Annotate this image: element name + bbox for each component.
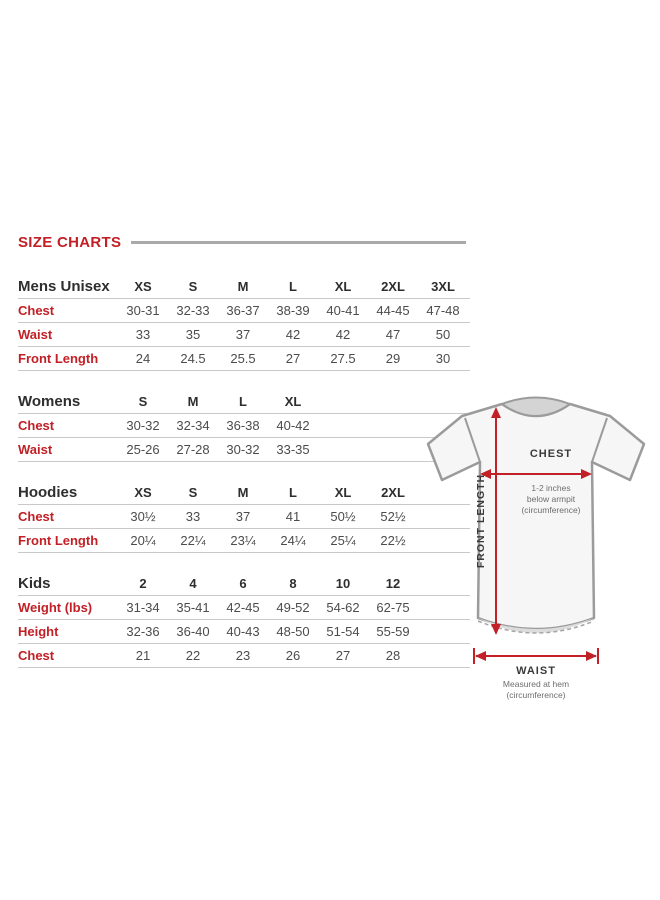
column-header: 10 (335, 575, 351, 591)
tshirt-outline (428, 404, 644, 629)
table-row (18, 414, 470, 438)
size-value: 29 (385, 351, 401, 366)
size-value: 22½ (380, 533, 406, 548)
size-value: 30½ (130, 509, 156, 524)
size-value: 44-45 (376, 303, 410, 318)
column-header: M (187, 393, 199, 409)
table-row (18, 438, 470, 462)
size-value: 24¼ (280, 533, 306, 548)
size-value: 33 (135, 327, 151, 342)
table-header-row (18, 480, 470, 505)
size-value: 27.5 (330, 351, 356, 366)
size-value: 36-40 (176, 624, 210, 639)
size-value: 48-50 (276, 624, 310, 639)
size-value: 20¼ (130, 533, 156, 548)
page-title: SIZE CHARTS (18, 234, 122, 251)
row-label: Waist (18, 327, 53, 342)
waist-note: Measured at hem (circumference) (502, 679, 570, 701)
column-header: 2 (139, 575, 147, 591)
size-value: 50½ (330, 509, 356, 524)
table-header-row (18, 571, 470, 596)
size-value: 36-37 (226, 303, 260, 318)
size-value: 37 (235, 327, 251, 342)
size-value: 21 (135, 648, 151, 663)
size-table-kids (18, 571, 470, 668)
size-value: 47 (385, 327, 401, 342)
table-row (18, 347, 470, 371)
column-header: 2XL (381, 278, 405, 294)
table-title: Kids (18, 574, 51, 592)
size-value: 54-62 (326, 600, 360, 615)
size-value: 23 (235, 648, 251, 663)
size-value: 31-34 (126, 600, 160, 615)
column-header: XL (334, 278, 352, 294)
size-value: 25.5 (230, 351, 256, 366)
size-value: 24 (135, 351, 151, 366)
size-value: 27 (285, 351, 301, 366)
size-value: 28 (385, 648, 401, 663)
column-header: M (237, 278, 249, 294)
page-header (18, 234, 466, 251)
column-header: XL (334, 484, 352, 500)
size-value: 55-59 (376, 624, 410, 639)
column-header: L (239, 393, 247, 409)
row-label: Chest (18, 648, 55, 663)
column-header: S (188, 484, 198, 500)
column-header: 12 (385, 575, 401, 591)
row-label: Chest (18, 303, 55, 318)
size-value: 38-39 (276, 303, 310, 318)
size-value: 40-42 (276, 418, 310, 433)
size-value: 42 (335, 327, 351, 342)
size-value: 30-32 (126, 418, 160, 433)
size-value: 27 (335, 648, 351, 663)
column-header: L (289, 484, 297, 500)
column-header: S (138, 393, 148, 409)
column-header: 4 (189, 575, 197, 591)
size-value: 40-43 (226, 624, 260, 639)
size-value: 51-54 (326, 624, 360, 639)
row-label: Front Length (18, 533, 99, 548)
tshirt-graphic (416, 388, 656, 700)
size-value: 42 (285, 327, 301, 342)
size-value: 49-52 (276, 600, 310, 615)
chest-label: CHEST (529, 448, 573, 460)
column-header: XS (134, 278, 152, 294)
table-row (18, 299, 470, 323)
size-value: 50 (435, 327, 451, 342)
row-label: Height (18, 624, 59, 639)
size-value: 23¼ (230, 533, 256, 548)
table-row (18, 644, 470, 668)
column-header: XS (134, 484, 152, 500)
size-value: 41 (285, 509, 301, 524)
chest-note: 1-2 inches below armpit (circumference) (521, 483, 581, 516)
size-tables (18, 274, 470, 686)
size-value: 32-33 (176, 303, 210, 318)
column-header: 2XL (381, 484, 405, 500)
row-label: Front Length (18, 351, 99, 366)
title-divider (131, 241, 466, 244)
waist-arrow (474, 648, 598, 664)
waist-label: WAIST (516, 665, 556, 677)
table-header-row (18, 389, 470, 414)
size-value: 25-26 (126, 442, 160, 457)
size-value: 26 (285, 648, 301, 663)
column-header: L (289, 278, 297, 294)
size-value: 35-41 (176, 600, 210, 615)
table-row (18, 323, 470, 347)
size-value: 47-48 (426, 303, 460, 318)
size-value: 33-35 (276, 442, 310, 457)
table-header-row (18, 274, 470, 299)
table-row (18, 505, 470, 529)
size-value: 22 (185, 648, 201, 663)
front-length-label: FRONT LENGTH (475, 473, 487, 569)
tshirt-measurement-diagram (416, 388, 656, 700)
size-value: 22¼ (180, 533, 206, 548)
row-label: Chest (18, 418, 55, 433)
column-header: M (237, 484, 249, 500)
size-value: 40-41 (326, 303, 360, 318)
column-header: XL (284, 393, 302, 409)
table-row (18, 596, 470, 620)
size-value: 36-38 (226, 418, 260, 433)
column-header: 3XL (431, 278, 455, 294)
size-value: 32-34 (176, 418, 210, 433)
size-value: 62-75 (376, 600, 410, 615)
size-value: 32-36 (126, 624, 160, 639)
size-value: 52½ (380, 509, 406, 524)
size-value: 25¼ (330, 533, 356, 548)
size-value: 27-28 (176, 442, 210, 457)
table-row (18, 620, 470, 644)
row-label: Waist (18, 442, 53, 457)
column-header: S (188, 278, 198, 294)
table-title: Mens Unisex (18, 277, 110, 295)
table-title: Hoodies (18, 483, 78, 501)
size-value: 30-32 (226, 442, 260, 457)
size-table-mens (18, 274, 470, 371)
size-value: 37 (235, 509, 251, 524)
table-title: Womens (18, 392, 81, 410)
table-row (18, 529, 470, 553)
size-table-hoodies (18, 480, 470, 553)
size-value: 30 (435, 351, 451, 366)
size-value: 35 (185, 327, 201, 342)
size-value: 33 (185, 509, 201, 524)
row-label: Chest (18, 509, 55, 524)
row-label: Weight (lbs) (18, 600, 93, 615)
size-table-womens (18, 389, 470, 462)
column-header: 8 (289, 575, 297, 591)
size-value: 30-31 (126, 303, 160, 318)
size-value: 42-45 (226, 600, 260, 615)
size-value: 24.5 (180, 351, 206, 366)
column-header: 6 (239, 575, 247, 591)
